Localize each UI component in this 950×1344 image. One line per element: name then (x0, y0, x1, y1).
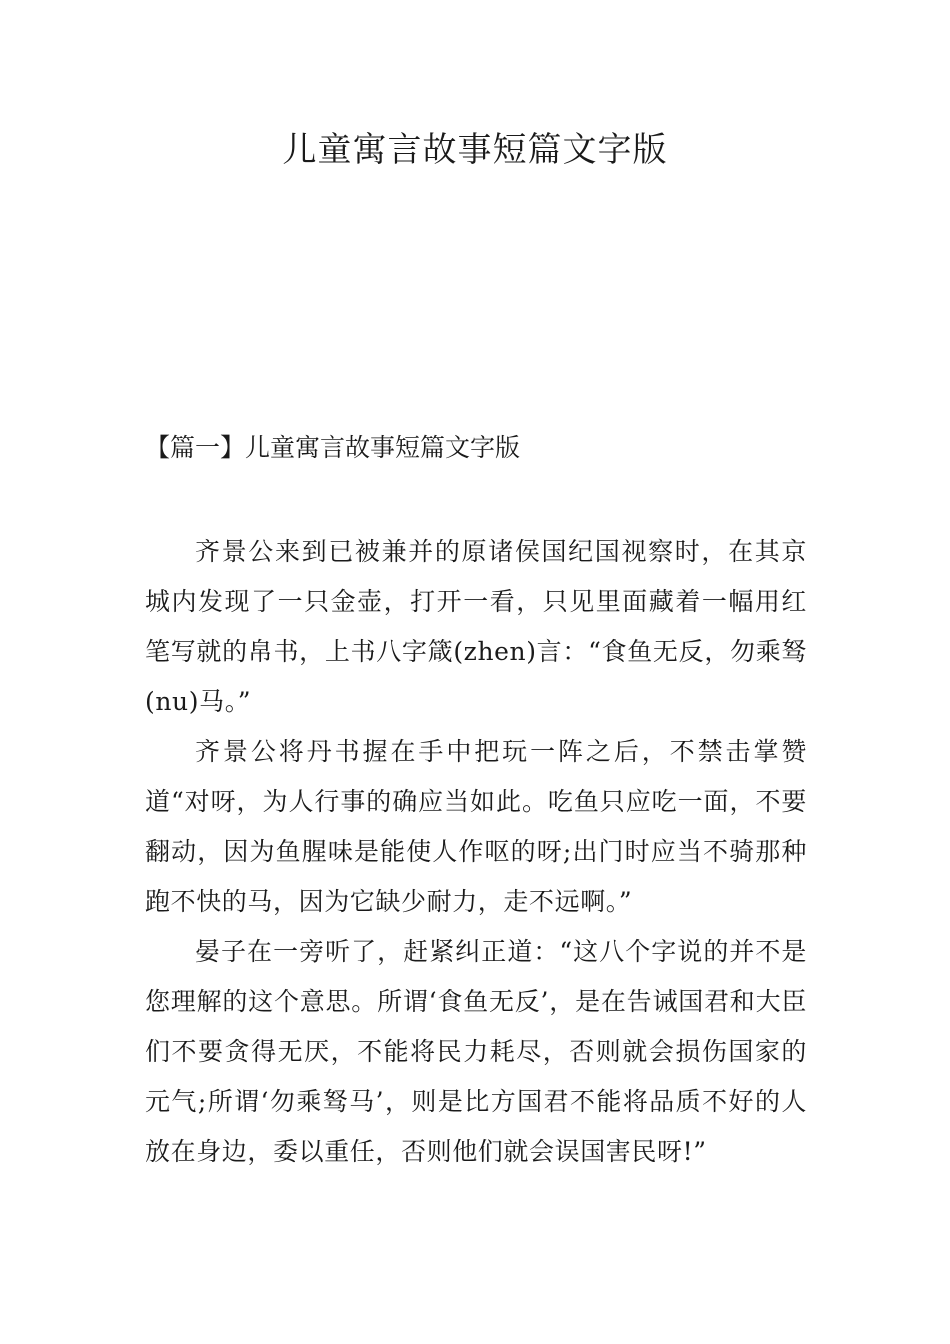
paragraph: 齐景公将丹书握在手中把玩一阵之后，不禁击掌赞道“对呀，为人行事的确应当如此。吃鱼只应吃一面，不要翻动，因为鱼腥味是能使人作呕的呀;出门时应当不骑那种跑不快的马，因为它缺少耐力，走不远啊。” (145, 737, 807, 916)
body-text (145, 527, 807, 1177)
section-heading: 【篇一】儿童寓言故事短篇文字版 (145, 433, 521, 462)
paragraph: 齐景公来到已被兼并的原诸侯国纪国视察时，在其京城内发现了一只金壶，打开一看，只见里面藏着一幅用红笔写就的帛书，上书八字箴(zhen)言：“食鱼无反，勿乘驽(nu)马。” (145, 537, 807, 716)
document-title: 儿童寓言故事短篇文字版 (282, 130, 668, 170)
paragraph: 晏子在一旁听了，赶紧纠正道：“这八个字说的并不是您理解的这个意思。所谓‘食鱼无反’，是在告诫国君和大臣们不要贪得无厌，不能将民力耗尽，否则就会损伤国家的元气;所谓‘勿乘驽马’，则是比方国君不能将品质不好的人放在身边，委以重任，否则他们就会误国害民呀!” (145, 937, 807, 1166)
